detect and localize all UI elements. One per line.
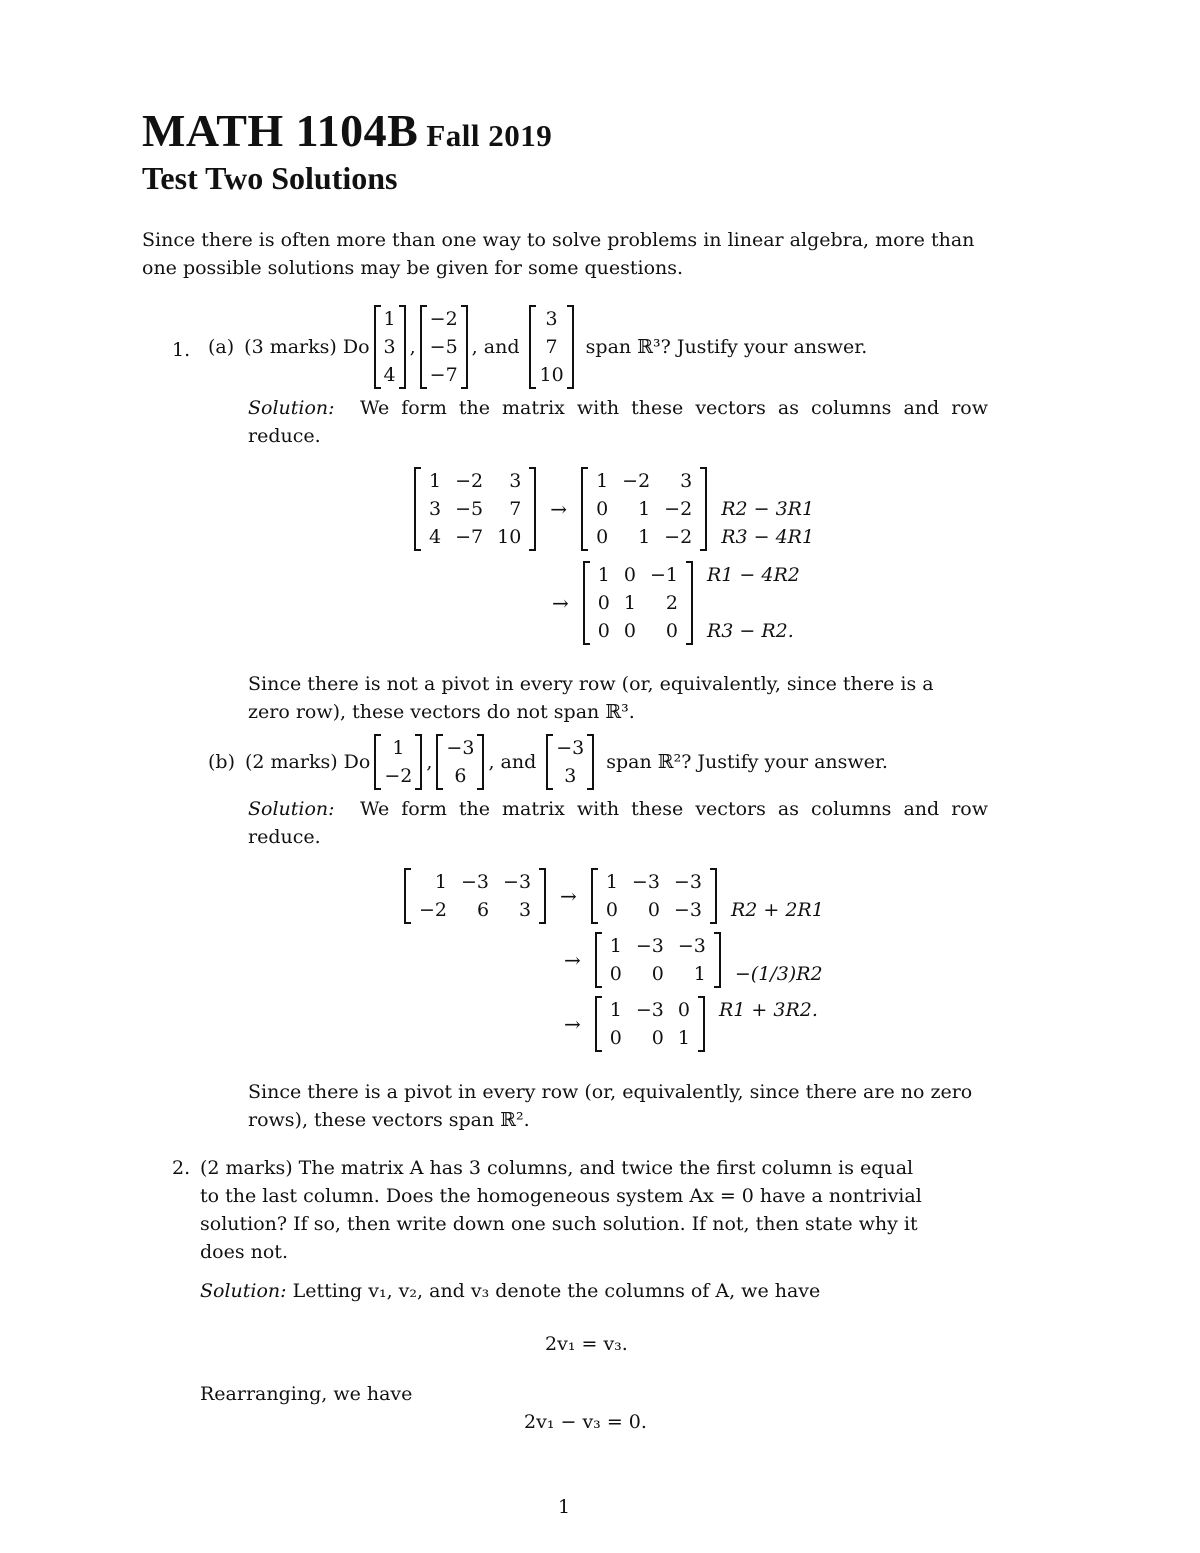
bracket-corner	[698, 996, 705, 998]
matrix-entry: 3	[564, 765, 577, 787]
matrix-entry: −2	[384, 765, 413, 787]
page-number: 1	[558, 1496, 571, 1518]
matrix-entry: −3	[631, 871, 660, 893]
bracket-corner	[374, 734, 381, 736]
row-operation: R1 + 3R2.	[718, 999, 818, 1021]
matrix-entry: −5	[455, 498, 484, 520]
matrix-entry: −2	[664, 498, 693, 520]
matrix-entry: 1	[596, 470, 609, 492]
bracket-corner	[546, 734, 553, 736]
matrix-entry: 4	[429, 526, 442, 548]
matrix-entry: 0	[597, 592, 610, 614]
matrix-entry: 7	[545, 336, 558, 358]
q1b-solution-line-1	[248, 795, 988, 823]
matrix-entry: −2	[622, 470, 651, 492]
matrix-entry: 6	[454, 765, 467, 787]
row-operation: −(1/3)R2	[734, 963, 823, 985]
matrix-entry: −1	[649, 564, 678, 586]
matrix-entry: 3	[545, 308, 558, 330]
matrix-entry: −5	[429, 336, 458, 358]
q1a-marks: (3 marks) Do	[244, 336, 370, 358]
bracket-corner	[583, 643, 590, 645]
matrix-entry: −3	[635, 999, 664, 1021]
bracket-corner	[539, 868, 546, 870]
q1a-vector-3	[529, 305, 573, 389]
bracket-corner	[461, 387, 468, 389]
matrix-entry: −7	[455, 526, 484, 548]
intro-line-2: one possible solutions may be given for some questions.	[142, 257, 684, 279]
bracket-corner	[595, 1050, 602, 1052]
bracket-corner	[587, 734, 594, 736]
bracket-corner	[591, 922, 598, 924]
matrix-entry: 1	[429, 470, 442, 492]
matrix-entry: 0	[596, 526, 609, 548]
matrix-entry: −3	[446, 737, 475, 759]
bracket-corner	[414, 467, 421, 469]
bracket-corner	[595, 986, 602, 988]
row-operation	[735, 932, 823, 960]
intro-line-1: Since there is often more than one way to solve problems in linear algebra, more than	[142, 229, 975, 251]
bracket-corner	[714, 932, 721, 934]
q1a-arrow-2: →	[552, 591, 569, 615]
q1b-reduction-step-1	[400, 868, 824, 924]
matrix-entry: 10	[497, 526, 522, 548]
q1b-matrix-1	[404, 868, 546, 924]
q1b-conclusion-line-1: Since there is a pivot in every row (or, equivalently, since there are no zero	[248, 1081, 973, 1103]
bracket-corner	[420, 387, 427, 389]
q1b-reduction-step-3	[554, 996, 818, 1052]
q1b-vector-3	[546, 734, 594, 790]
q1a-reduction-step-1	[410, 467, 814, 551]
q1a-question-tail: span ℝ³? Justify your answer.	[585, 336, 868, 358]
bracket-corner	[436, 788, 443, 790]
bracket-corner	[595, 996, 602, 998]
bracket-corner	[529, 305, 536, 307]
matrix-entry: 3	[383, 336, 396, 358]
q1-number: 1.	[172, 339, 191, 361]
matrix-entry: 3	[509, 470, 522, 492]
bracket-corner	[714, 986, 721, 988]
bracket-corner	[698, 1050, 705, 1052]
q1a-arrow-1: →	[550, 497, 568, 521]
matrix-entry: −3	[673, 871, 702, 893]
q1b-arrow-2: →	[564, 948, 581, 972]
bracket-corner	[399, 305, 406, 307]
matrix-entry: 3	[518, 899, 532, 921]
matrix-entry: −3	[673, 899, 702, 921]
bracket-corner	[710, 868, 717, 870]
q1a-matrix-3	[583, 561, 693, 645]
bracket-corner	[591, 868, 598, 870]
bracket-corner	[595, 932, 602, 934]
q1b-conclusion-line-2: rows), these vectors span ℝ².	[248, 1109, 530, 1131]
row-operation	[721, 467, 814, 495]
row-operation	[731, 868, 824, 896]
bracket-corner	[529, 549, 536, 551]
matrix-entry: 1	[609, 999, 622, 1021]
matrix-entry: 1	[638, 498, 651, 520]
bracket-corner	[700, 549, 707, 551]
bracket-corner	[581, 549, 588, 551]
q1a-solution-label: Solution:	[248, 397, 335, 419]
bracket-corner	[477, 734, 484, 736]
matrix-entry: 1	[597, 564, 610, 586]
row-operation	[719, 1024, 818, 1052]
q2-equation-2: 2v₁ − v₃ = 0.	[524, 1411, 647, 1433]
bracket-corner	[546, 788, 553, 790]
bracket-corner	[404, 922, 411, 924]
q1a-solution-text: We form the matrix with these vectors as columns and row	[360, 397, 988, 419]
matrix-entry: 1	[383, 308, 396, 330]
q1b-arrow-3: →	[564, 1012, 581, 1036]
bracket-corner	[461, 305, 468, 307]
matrix-entry: 1	[693, 963, 706, 985]
bracket-corner	[710, 922, 717, 924]
matrix-entry: 7	[509, 498, 522, 520]
bracket-corner	[686, 561, 693, 563]
bracket-corner	[420, 305, 427, 307]
row-operation: R2 + 2R1	[730, 899, 824, 921]
q1a-reduction-step-2	[542, 561, 800, 645]
row-operation	[707, 589, 800, 617]
matrix-entry: 0	[609, 963, 622, 985]
bracket-corner	[567, 387, 574, 389]
matrix-entry: 0	[651, 1027, 664, 1049]
course-code: MATH 1104B	[142, 105, 419, 156]
matrix-entry: 1	[434, 871, 448, 893]
row-operation: R2 − 3R1	[721, 498, 815, 520]
q1a-vector-1	[374, 305, 406, 389]
matrix-entry: −3	[635, 935, 664, 957]
bracket-corner	[399, 387, 406, 389]
q1b-vector-1	[374, 734, 422, 790]
q1a-solution-line-1	[248, 394, 988, 422]
q1b-solution-text: We form the matrix with these vectors as columns and row	[360, 798, 988, 820]
q1b-row-ops-4	[719, 996, 818, 1052]
row-operation: R3 − 4R1	[721, 526, 815, 548]
bracket-corner	[477, 788, 484, 790]
q1b-reduction-step-2	[554, 932, 823, 988]
term: Fall 2019	[426, 118, 553, 153]
matrix-entry: 6	[476, 899, 490, 921]
matrix-entry: −2	[429, 308, 458, 330]
q1b-matrix-3	[595, 932, 721, 988]
matrix-entry: 0	[597, 620, 610, 642]
q1b-row-ops-3	[735, 932, 823, 988]
q2-line-3: solution? If so, then write down one such solution. If not, then state why it	[200, 1213, 918, 1235]
q1b-question	[208, 734, 888, 790]
matrix-entry: 0	[623, 564, 636, 586]
q1b-sep-2: , and	[488, 751, 537, 773]
q2-solution-label: Solution:	[200, 1280, 287, 1302]
bracket-corner	[583, 561, 590, 563]
q1a-matrix-1	[414, 467, 536, 551]
matrix-entry: 0	[677, 999, 690, 1021]
matrix-entry: −3	[503, 871, 532, 893]
page-subtitle: Test Two Solutions	[142, 160, 398, 196]
q1a-question	[208, 305, 867, 389]
matrix-entry: 0	[647, 899, 660, 921]
q1a-sep-1: ,	[409, 336, 416, 358]
bracket-corner	[686, 643, 693, 645]
matrix-entry: −7	[429, 364, 458, 386]
matrix-entry: 10	[539, 364, 564, 386]
q1b-row-ops-2	[731, 868, 824, 924]
matrix-entry: 1	[677, 1027, 690, 1049]
matrix-entry: 1	[605, 871, 618, 893]
q2-line-2: to the last column. Does the homogeneous system Ax = 0 have a nontrivial	[200, 1185, 922, 1207]
bracket-corner	[374, 305, 381, 307]
q1a-conclusion-line-1: Since there is not a pivot in every row (or, equivalently, since there is a	[248, 673, 934, 695]
matrix-entry: −3	[677, 935, 706, 957]
matrix-entry: 0	[605, 899, 618, 921]
q1a-matrix-2	[581, 467, 707, 551]
matrix-entry: 1	[609, 935, 622, 957]
q1a-conclusion-line-2: zero row), these vectors do not span ℝ³.	[248, 701, 635, 723]
matrix-entry: 2	[665, 592, 678, 614]
bracket-corner	[415, 734, 422, 736]
q1b-vector-2	[436, 734, 484, 790]
bracket-corner	[567, 305, 574, 307]
matrix-entry: 0	[651, 963, 664, 985]
matrix-entry: 3	[429, 498, 442, 520]
q1b-question-tail: span ℝ²? Justify your answer.	[606, 751, 888, 773]
q1b-matrix-2	[591, 868, 717, 924]
matrix-entry: −2	[664, 526, 693, 548]
q1b-solution-line-2: reduce.	[248, 826, 321, 848]
bracket-corner	[414, 549, 421, 551]
q1b-solution-label: Solution:	[248, 798, 335, 820]
q1b-arrow-1: →	[560, 884, 577, 908]
q1a-vector-2	[420, 305, 468, 389]
bracket-corner	[581, 467, 588, 469]
q1a-sep-2: , and	[471, 336, 520, 358]
q2-rearranging: Rearranging, we have	[200, 1383, 413, 1405]
q1b-label: (b)	[208, 751, 235, 773]
q1a-row-ops-2	[721, 467, 814, 551]
q1a-solution-line-2: reduce.	[248, 425, 321, 447]
matrix-entry: 1	[638, 526, 651, 548]
matrix-entry: 0	[623, 620, 636, 642]
bracket-corner	[700, 467, 707, 469]
matrix-entry: 0	[665, 620, 678, 642]
page-title	[142, 104, 552, 157]
q1a-label: (a)	[208, 336, 235, 358]
bracket-corner	[415, 788, 422, 790]
matrix-entry: −3	[461, 871, 490, 893]
bracket-corner	[436, 734, 443, 736]
q2-line-1: (2 marks) The matrix A has 3 columns, and twice the first column is equal	[200, 1157, 914, 1179]
matrix-entry: −2	[419, 899, 448, 921]
q2-line-4: does not.	[200, 1241, 288, 1263]
bracket-corner	[529, 467, 536, 469]
q2-solution	[200, 1277, 820, 1305]
matrix-entry: 4	[383, 364, 396, 386]
matrix-entry: −2	[455, 470, 484, 492]
q2-number: 2.	[172, 1157, 191, 1179]
matrix-entry: 1	[623, 592, 636, 614]
bracket-corner	[539, 922, 546, 924]
q2-equation-1: 2v₁ = v₃.	[545, 1333, 628, 1355]
q1b-matrix-4	[595, 996, 705, 1052]
row-operation: R1 − 4R2	[706, 564, 800, 586]
q2-solution-text: Letting v₁, v₂, and v₃ denote the columns of A, we have	[292, 1280, 821, 1302]
matrix-entry: 0	[596, 498, 609, 520]
matrix-entry: 3	[680, 470, 693, 492]
matrix-entry: 1	[392, 737, 405, 759]
row-operation: R3 − R2.	[706, 620, 794, 642]
q1b-sep-1: ,	[426, 751, 433, 773]
bracket-corner	[374, 788, 381, 790]
q1b-marks: (2 marks) Do	[245, 751, 371, 773]
matrix-entry: 0	[609, 1027, 622, 1049]
bracket-corner	[404, 868, 411, 870]
bracket-corner	[587, 788, 594, 790]
bracket-corner	[374, 387, 381, 389]
q1a-row-ops-3	[707, 561, 800, 645]
matrix-entry: −3	[556, 737, 585, 759]
bracket-corner	[529, 387, 536, 389]
